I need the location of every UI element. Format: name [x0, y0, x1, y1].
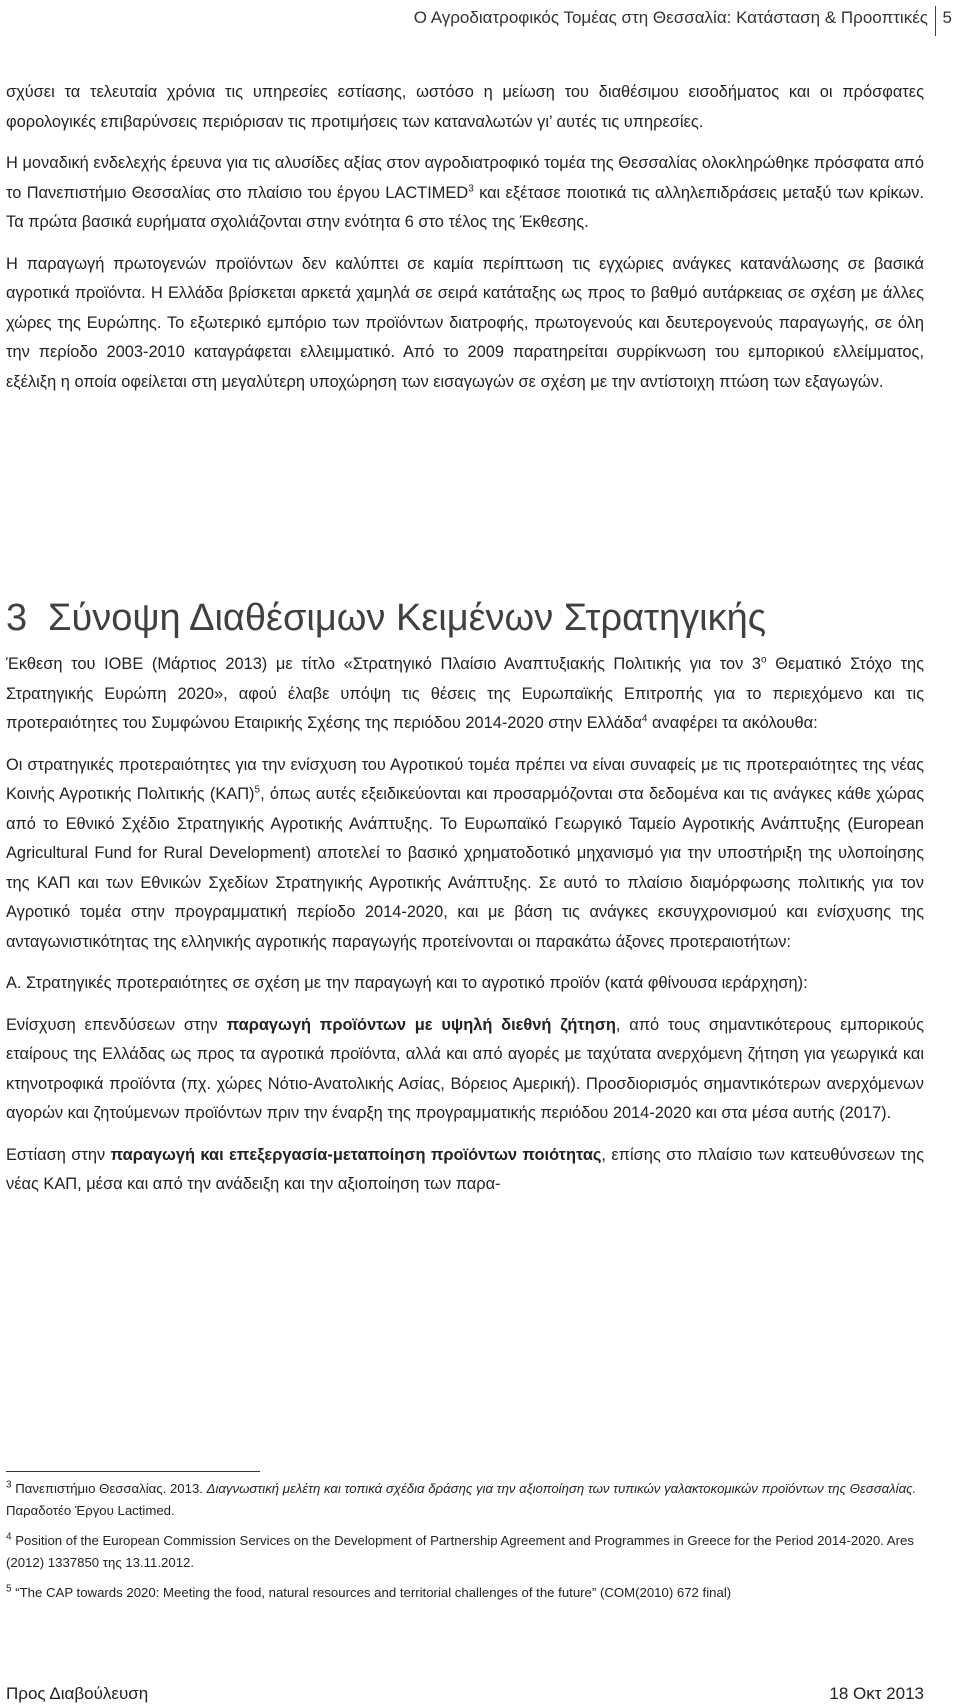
- footnote-ref-3[interactable]: 3: [468, 183, 474, 195]
- footnote-ref-4[interactable]: 4: [641, 713, 648, 725]
- footnote-5-number: 5: [6, 1583, 12, 1595]
- section-body: [6, 650, 924, 1200]
- footnote-divider: [6, 1471, 260, 1472]
- s1-text-c: αναφέρει τα ακόλουθα:: [647, 714, 818, 732]
- s5-bold: παραγωγή και επεξεργασία-μεταποίηση προϊόντων ποιότητας: [110, 1145, 602, 1164]
- s4-text-a: Ενίσχυση επενδύσεων στην: [6, 1015, 227, 1034]
- section-paragraph-5: [6, 1141, 924, 1200]
- footnote-4-number: 4: [6, 1531, 12, 1543]
- footnote-5: [6, 1582, 924, 1604]
- s2-text-b: , όπως αυτές εξειδικεύονται και προσαρμόζονται στα δεδομένα και τις ανάγκες κάθε χώρας από το Εθνικό Σχέδιο Στρατηγικής Αγροτικής Ανάπτυξης. Το Ευρωπαϊκό Γεωργικό Ταμείο Αγροτικής Ανάπτυξης (European Agricultural Fund for Rural Development) αποτελεί το βασικό χρηματοδοτικό μηχανισμό για την υποστήριξη της υλοποίησης της ΚΑΠ και των Εθνικών Σχεδίων Στρατηγικής Αγροτικής Ανάπτυξης. Σε αυτό το πλαίσιο διαμόρφωσης πολιτικής για τον Αγροτικό τομέα στην προγραμματική περίοδο 2014-2020, και με βάση τις ανάγκες εκσυγχρονισμού και ενίσχυσης της ανταγωνιστικότητας της ελληνικής αγροτικής παραγωγής προτείνονται οι παρακάτω άξονες προτεραιοτήτων:: [6, 785, 924, 951]
- footnote-4: [6, 1530, 924, 1573]
- section-paragraph-4: [6, 1011, 924, 1129]
- section-title: Σύνοψη Διαθέσιμων Κειμένων Στρατηγικής: [48, 597, 767, 639]
- section-paragraph-1: [6, 650, 924, 739]
- s3-text: Α. Στρατηγικές προτεραιότητες σε σχέση με την παραγωγή και το αγροτικό προϊόν (κατά φθίνουσα ιεράρχηση):: [6, 974, 808, 992]
- s1-text-a: Έκθεση του ΙΟΒΕ (Μάρτιος 2013) με τίτλο «Στρατηγικό Πλαίσιο Αναπτυξιακής Πολιτικής για τον 3: [6, 655, 762, 673]
- paragraph-3-text: Η παραγωγή πρωτογενών προϊόντων δεν καλύπτει σε καμία περίπτωση τις εγχώριες ανάγκες κατανάλωσης σε βασικά αγροτικά προϊόντα. Η Ελλάδα βρίσκεται αρκετά χαμηλά σε σειρά κατάταξης ως προς το βαθμό αυτάρκειας σε σχέση με άλλες χώρες της Ευρώπης. Το εξωτερικό εμπόριο των προϊόντων διατροφής, πρωτογενούς και δευτερογενούς παραγωγής, σε όλη την περίοδο 2003-2010 καταγράφεται ελλειμματικό. Από το 2009 παρατηρείται συρρίκνωση του εμπορικού ελλείμματος, εξέλιξη η οποία οφείλεται στη μεγαλύτερη υποχώρηση των εισαγωγών σε σχέση με την αντίστοιχη πτώση των εξαγωγών.: [6, 254, 924, 391]
- paragraph-2-text-b: και εξέτασε ποιοτικά τις αλληλεπιδράσεις μεταξύ των κρίκων. Τα πρώτα βασικά ευρήματα σχολιάζονται στην ενότητα 6 στο τέλος της Έκθεσης.: [6, 183, 924, 231]
- superscript-o: ο: [761, 654, 767, 666]
- footer-date: 18 Οκτ 2013: [829, 1684, 924, 1703]
- footnotes: [6, 1478, 924, 1604]
- s4-bold: παραγωγή προϊόντων με υψηλή διεθνή ζήτηση: [226, 1015, 616, 1034]
- s1-text-b: Θεματικό Στόχο της Στρατηγικής Ευρώπη 2020», αφού έλαβε υπόψη τις θέσεις της Ευρωπαϊκής Επιτροπής για το περιεχόμενο και τις προτεραιότητες του Συμφώνου Εταιρικής Σχέσης της περιόδου 2014-2020 στην Ελλάδα: [6, 655, 924, 732]
- footnote-3-number: 3: [6, 1479, 12, 1491]
- s2-text-a: Οι στρατηγικές προτεραιότητες για την ενίσχυση του Αγροτικού τομέα πρέπει να είναι συναφείς με τις προτεραιότητες της νέας Κοινής Αγροτικής Πολιτικής (ΚΑΠ): [6, 755, 924, 803]
- s5-text-a: Εστίαση στην: [6, 1145, 111, 1164]
- header-divider: [935, 6, 936, 36]
- paragraph-1: [6, 78, 924, 137]
- header-title: Ο Αγροδιατροφικός Τομέας στη Θεσσαλία: Κατάσταση & Προοπτικές: [413, 8, 928, 27]
- footnote-5-text: “The CAP towards 2020: Meeting the food, natural resources and territorial challenges of the future” (COM(2010) 672 final): [11, 1585, 732, 1600]
- footer-left: Προς Διαβούλευση: [6, 1684, 149, 1703]
- section-number: 3: [6, 597, 28, 639]
- page-number: 5: [942, 8, 952, 27]
- paragraph-3: [6, 250, 924, 398]
- footnote-3-italic: Διαγνωστική μελέτη και τοπικά σχέδια δράσης για την αξιοποίηση των τυπικών γαλακτοκομικών προϊόντων της Θεσσαλίας.: [206, 1481, 917, 1496]
- paragraph-2: [6, 149, 924, 238]
- paragraph-2-text-a: Η μοναδική ενδελεχής έρευνα για τις αλυσίδες αξίας στον αγροδιατροφικό τομέα της Θεσσαλίας ολοκληρώθηκε πρόσφατα από το Πανεπιστήμιο Θεσσαλίας στο πλαίσιο του έργου LACTIMED: [6, 154, 924, 202]
- section-paragraph-2: [6, 751, 924, 958]
- page-header: [0, 6, 960, 36]
- footnote-3-text-b: Παραδοτέο Έργου Lactimed.: [6, 1502, 175, 1518]
- paragraph-1-text: σχύσει τα τελευταία χρόνια τις υπηρεσίες εστίασης, ωστόσο η μείωση του διαθέσιμου εισοδήματος και οι πρόσφατες φορολογικές επιβαρύνσεις περιόρισαν τις προτιμήσεις των καταναλωτών γι’ αυτές τις υπηρεσίες.: [6, 83, 924, 131]
- section-heading: [6, 597, 766, 640]
- s4-text-b: , από τους σημαντικότερους εμπορικούς εταίρους της Ελλάδας ως προς τα αγροτικά προϊόντα, αλλά και από αγορές με ταχύτατα ανερχόμενη ζήτηση για γεωργικά και κτηνοτροφικά προϊόντα (πχ. χώρες Νότιο-Ανατολικής Ασίας, Βόρειος Αμερική). Προσδιορισμός σημαντικότερων ανερχόμενων αγορών και ζητούμενων προϊόντων πριν την έναρξη της προγραμματικής περιόδου 2014-2020 και στα μέσα αυτής (2017).: [6, 1015, 925, 1122]
- footnote-ref-5[interactable]: 5: [254, 784, 261, 796]
- section-paragraph-3: [6, 969, 924, 999]
- footnote-3-text-a: Πανεπιστήμιο Θεσσαλίας. 2013.: [11, 1481, 207, 1496]
- footnote-3: [6, 1478, 924, 1521]
- footnote-4-text: Position of the European Commission Services on the Development of Partnership Agreement and Programmes in Greece for the Period 2014-2020. Ares (2012) 1337850 της 13.11.2012.: [6, 1533, 914, 1570]
- s5-text-b: , επίσης στο πλαίσιο των κατευθύνσεων της νέας ΚΑΠ, μέσα και από την ανάδειξη και την αξιοποίηση των παρα-: [6, 1145, 924, 1193]
- body-top: [6, 78, 924, 397]
